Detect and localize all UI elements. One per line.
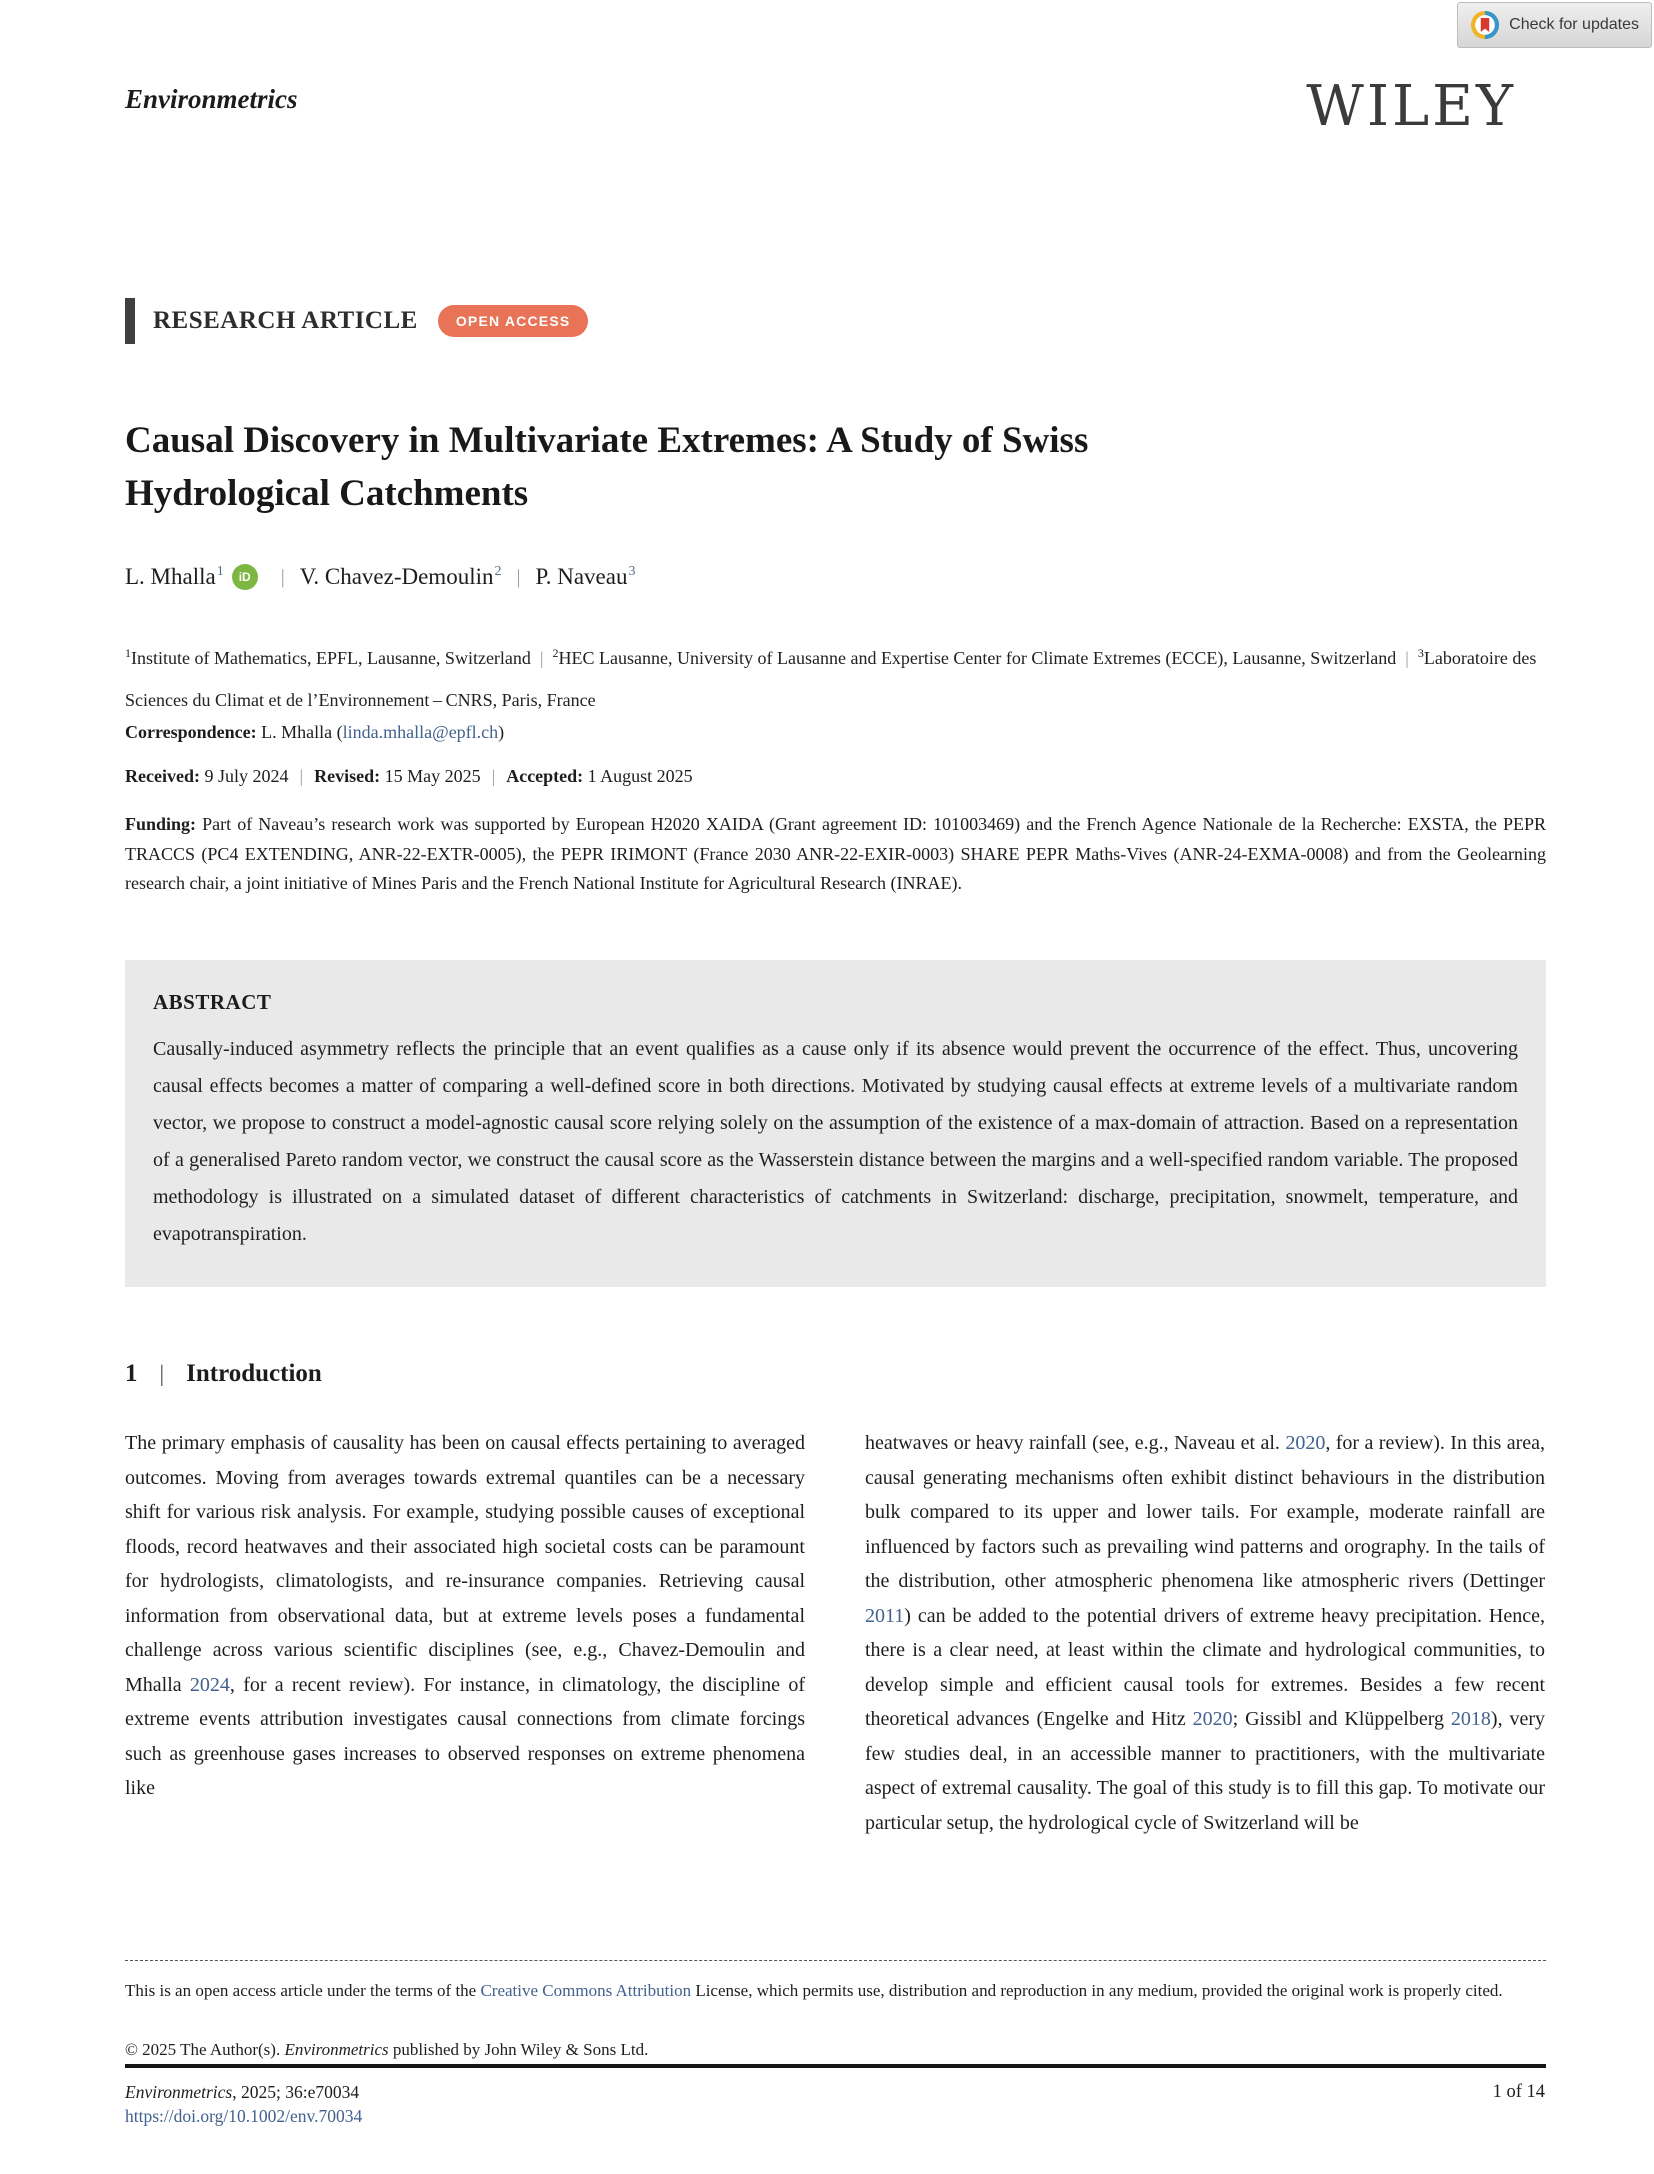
author-name-text: P. Naveau: [535, 564, 628, 589]
text-segment: This is an open access article under the terms of the: [125, 1981, 481, 2000]
author-name: [125, 564, 224, 590]
citation-link[interactable]: 2020: [1285, 1432, 1326, 1454]
author-name-text: L. Mhalla: [125, 564, 216, 589]
affiliation-text: Institute of Mathematics, EPFL, Lausanne, Switzerland: [131, 648, 531, 668]
text-segment: ): [498, 722, 505, 742]
text-segment: ), very few studies deal, in an accessible manner to practitioners, with the multivariate aspect of extremal causality. The goal of this study is to fill this gap. To motivate our particular setup, the hydrological cycle of Switzerland will be: [865, 1708, 1545, 1834]
text-segment: , for a review). In this area, causal generating mechanisms often exhibit distinct behaviours in the distribution bulk compared to its upper and lower tails. For example, moderate rainfall are influenced by factors such as prevailing wind patterns and orography. In the tails of the distribution, other atmospheric phenomena like atmospheric rivers (Dettinger: [865, 1432, 1545, 1592]
author-affiliation-sup: 3: [628, 564, 636, 580]
abstract-text: Causally-induced asymmetry reflects the principle that an event qualifies as a cause only if its absence would prevent the occurrence of the effect. Thus, uncovering causal effects becomes a matter of comparing a well-defined score in both directions. Motivated by studying causal effects at extreme levels of a multivariate random vector, we propose to construct a model-agnostic causal score relying solely on the assumption of the existence of a max-domain of attraction. Based on a representation of a generalised Pareto random vector, we construct the causal score as the Wasserstein distance between the margins and a well-specified random variable. The proposed methodology is illustrated on a simulated dataset of different characteristics of catchments in Switzerland: discharge, precipitation, snowmelt, temperature, and evapotranspiration.: [153, 1038, 1518, 1245]
revised-value: 15 May 2025: [380, 766, 481, 786]
received-label: Received:: [125, 766, 200, 786]
journal-name: Environmetrics: [125, 84, 298, 114]
abstract-heading: ABSTRACT: [153, 990, 272, 1014]
accepted-label: Accepted:: [506, 766, 584, 786]
license-statement: [125, 1976, 1546, 2007]
doi-link[interactable]: https://doi.org/10.1002/env.70034: [125, 2106, 363, 2126]
text-segment: ; Gissibl and Klüppelberg: [1232, 1708, 1451, 1730]
citation-link[interactable]: 2018: [1450, 1708, 1491, 1730]
funding-text: Part of Naveau’s research work was supported by European H2020 XAIDA (Grant agreement ID: 101003469) and the French Agence Nationale de la Recherche: EXSTA, the PEPR TRACCS (PC4 EXTENDING, ANR-22-EXTR-0005), the PEPR IRIMONT (France 2030 ANR-22-EXIR-0003) SHARE PEPR Maths-Vives (ANR-24-EXMA-0008) and from the Geolearning research chair, a joint initiative of Mines Paris and the French National Institute for Agricultural Research (INRAE).: [125, 814, 1546, 893]
text-segment: ) can be added to the potential drivers of extreme heavy precipitation. Hence, there is a clear need, at least within the climate and hydrological communities, to develop simple and efficient causal tools for extremes. Besides a few recent theoretical advances (Engelke and Hitz: [865, 1604, 1545, 1730]
author-separator: |: [516, 565, 521, 588]
affiliation-sup: 1: [125, 646, 131, 660]
correspondence-line: [125, 722, 504, 743]
text-segment: published by John Wiley & Sons Ltd.: [388, 2040, 649, 2059]
author-separator: |: [280, 565, 285, 588]
footer-thick-rule: [125, 2064, 1546, 2068]
revised-label: Revised:: [314, 766, 381, 786]
article-dates: [125, 766, 693, 787]
text-segment: , for a recent review). For instance, in climatology, the discipline of extreme events attribution investigates causal connections from climate forcings such as greenhouse gases increases to observed responses on extreme phenomena like: [125, 1673, 805, 1799]
affiliation-text: Laboratoire des Sciences du Climat et de l’Environnement – CNRS, Paris, France: [125, 648, 1537, 710]
copyright-line: [125, 2040, 648, 2060]
journal-name-italic: Environmetrics: [125, 2082, 233, 2102]
text-segment: , 2025; 36:e70034: [232, 2082, 360, 2102]
author-name-text: V. Chavez-Demoulin: [299, 564, 494, 589]
article-type-row: [125, 298, 588, 344]
journal-citation: [125, 2082, 359, 2103]
affiliation-separator: |: [539, 648, 544, 668]
text-segment: heatwaves or heavy rainfall (see, e.g., Naveau et al.: [865, 1432, 1286, 1454]
author-affiliation-sup: 1: [216, 564, 224, 580]
wiley-logo: WILEY: [1306, 74, 1516, 139]
creative-commons-link[interactable]: Creative Commons Attribution: [480, 1981, 692, 2000]
article-type-bar: [125, 298, 135, 344]
author-list: [125, 564, 635, 590]
body-columns: [125, 1426, 1546, 1840]
text-segment: L. Mhalla (: [256, 722, 343, 742]
intro-left-column: [125, 1426, 805, 1840]
open-access-badge: OPEN ACCESS: [438, 305, 589, 337]
author-name: [536, 564, 636, 590]
received-value: 9 July 2024: [199, 766, 289, 786]
section-number: 1: [125, 1360, 138, 1387]
check-for-updates-button[interactable]: [1457, 2, 1652, 48]
accepted-value: 1 August 2025: [583, 766, 693, 786]
affiliation-sup: 2: [552, 646, 559, 660]
funding-label: Funding:: [125, 814, 197, 834]
intro-right-column: [865, 1426, 1545, 1840]
correspondence-email-link[interactable]: linda.mhalla@epfl.ch: [342, 722, 499, 742]
check-for-updates-label: Check for updates: [1509, 16, 1639, 33]
abstract-box: [125, 960, 1546, 1287]
section-title: Introduction: [186, 1360, 322, 1387]
footer-dashed-rule: [125, 1960, 1546, 1961]
citation-link[interactable]: 2024: [189, 1673, 230, 1696]
citation-link[interactable]: 2020: [1192, 1708, 1233, 1730]
text-segment: The primary emphasis of causality has been on causal effects pertaining to averaged outcomes. Moving from averages towards extremal quantiles can be a necessary shift for various risk analysis. For example, studying possible causes of exceptional floods, record heatwaves and their associated high societal costs can be paramount for hydrologists, climatologists, and re-insurance companies. Retrieving causal information from observational data, but at extreme levels poses a fundamental challenge across various scientific disciplines (see, e.g., Chavez-Demoulin and Mhalla: [125, 1432, 805, 1696]
affiliation-text: HEC Lausanne, University of Lausanne and Expertise Center for Climate Extremes (ECCE), Lausanne, Switzerland: [558, 648, 1397, 668]
affiliation-separator: |: [1405, 648, 1409, 668]
text-segment: License, which permits use, distribution and reproduction in any medium, provided the original work is properly cited.: [691, 1981, 1503, 2000]
dates-separator: |: [491, 766, 496, 786]
funding-statement: [125, 810, 1546, 899]
correspondence-label: Correspondence:: [125, 722, 257, 742]
author-name: [300, 564, 502, 590]
section-separator: |: [159, 1361, 165, 1386]
affiliations: [125, 632, 1546, 721]
citation-link[interactable]: 2011: [865, 1604, 905, 1627]
article-type-label: RESEARCH ARTICLE: [153, 307, 418, 334]
journal-name-italic: Environmetrics: [284, 2040, 389, 2059]
article-title: Causal Discovery in Multivariate Extremes: A Study of Swiss Hydrological Catchments: [125, 420, 1089, 514]
orcid-icon[interactable]: iD: [232, 564, 258, 590]
section-heading-introduction: [125, 1360, 322, 1388]
affiliation-sup: 3: [1417, 646, 1424, 660]
crossmark-icon: [1470, 10, 1500, 40]
author-affiliation-sup: 2: [494, 564, 502, 580]
dates-separator: |: [299, 766, 304, 786]
text-segment: © 2025 The Author(s).: [125, 2040, 285, 2059]
page-number: 1 of 14: [1492, 2082, 1545, 2102]
